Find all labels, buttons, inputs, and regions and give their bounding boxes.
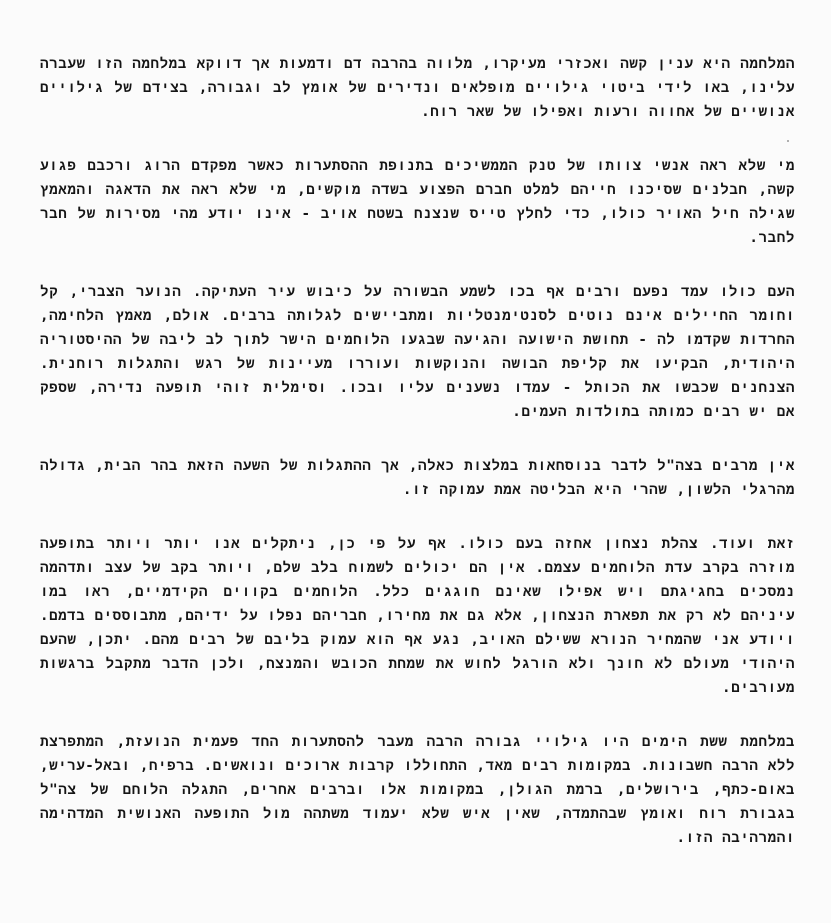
text-line: הצנחנים שכבשו את הכותל - עמדו נשענים עליו ובכו. וסימלית זוהי תופעה נדירה, שספק (40, 380, 795, 396)
text-line: המלחמה היא ענין קשה ואכזרי מעיקרו, מלווה בהרבה דם ודמעות אך דווקא במלחמה הזו שעברה (40, 56, 795, 72)
paragraph (40, 154, 795, 250)
text-line: החרדות שקדמו לה - תחושת הישועה והגיעה שבגעו הלוחמים הישר לתוך לב ליבה של ההיסטוריה (40, 332, 795, 348)
paragraph (40, 532, 795, 700)
text-line: בגבורת רוח ואומץ שבהתמדה, שאין איש שלא יעמוד משתהה מול התופעה האנושית המדהימה (40, 806, 795, 822)
text-line: מהרגלי הלשון, שהרי היא הבליטה אמת עמוקה זו. (402, 482, 795, 498)
paragraph (40, 280, 795, 424)
text-line: עלינו, באו לידי ביטוי גילויים מופלאים ונדירים של אומץ לב וגבורה, בצידם של גילויים (40, 80, 795, 96)
text-line: שגילה חיל האויר כולו, כדי לחלץ טייס שנצנח בשטח אויב - אינו יודע מהי מסירות של חבר (40, 206, 795, 222)
text-line: ללא הרבה חשבונות. במקומות רבים מאד, התחוללו קרבות ארוכים ונואשים. ברפיח, ובאל-עריש, (40, 758, 795, 774)
text-line: זאת ועוד. צהלת נצחון אחזה בעם כולו. אף על פי כן, ניתקלים אנו יותר ויותר בתופעה (40, 536, 795, 552)
text-line: קשה, חבלנים שסיכנו חייהם למלט חברם הפצוע בשדה מוקשים, מי שלא ראה את הדאגה והמאמץ (40, 182, 795, 198)
text-line: במלחמת ששת הימים היו גילויי גבורה הרבה מעבר להסתערות החד פעמית הנועזת, המתפרצת (40, 734, 795, 750)
text-line: לחבר. (749, 230, 795, 246)
document-body (40, 52, 795, 880)
paragraph (40, 52, 795, 124)
text-line: אין מרבים בצה"ל לדבר בנוסחאות במלצות כאלה, אך ההתגלות של השעה הזאת בהר הבית, גדולה (40, 458, 795, 474)
text-line: נמסכים בחגיגתם ויש אפילו שאינם חוגגים כלל. הלוחמים בקווים הקידמיים, ראו במו (40, 584, 795, 600)
text-line: והמרהיבה הזו. (676, 830, 795, 846)
text-line: וחומר החיילים אינם נוטים לסנטימנטליות ומתביישים לגלותה ברבים. אולם, מאמץ הלחימה, (40, 308, 795, 324)
text-line: עיניהם לא רק את תפארת הנצחון, אלא גם את מחירו, חבריהם נפלו על ידיהם, מתבוססים בדמם. (40, 608, 795, 624)
paragraph (40, 454, 795, 502)
text-line: מוזרה בקרב עדת הלוחמים עצמם. אין הם יכולים לשמוח בלב שלם, ויותר בקב של עצב ותדהמה (40, 560, 795, 576)
paragraph (40, 730, 795, 850)
text-line: היהודי מעולם לא חונך ולא הורגל לחוש את שמחת הכובש והמנצח, ולכן הדבר מתקבל ברגשות (40, 656, 795, 672)
text-line: היהודית, הבקיעו את קליפת הבושה והנוקשות ועוררו מעיינות של רגש והתגלות רוחנית. (40, 356, 795, 372)
text-line: אנושיים של אחווה ורעות ואפילו של שאר רוח. (421, 104, 795, 120)
text-line: מי שלא ראה אנשי צוותו של טנק הממשיכים בתנופת ההסתערות כאשר מפקדם הרוג ורכבם פגוע (40, 158, 795, 174)
text-line: אם יש רבים כמותה בתולדות העמים. (512, 404, 795, 420)
text-line: העם כולו עמד נפעם ורבים אף בכו לשמע הבשורה על כיבוש עיר העתיקה. הנוער הצברי, קל (40, 284, 795, 300)
text-line: מעורבים. (722, 680, 795, 696)
text-line: ויודע אני שהמחיר הנורא ששילם האויב, נגע אף הוא עמוק בליבם של רבים מהם. יתכן, שהעם (40, 632, 795, 648)
text-line: באום-כתף, בירושלים, ברמת הגולן, במקומות אלו וברבים אחרים, התגלה הלוחם של צה"ל (40, 782, 795, 798)
